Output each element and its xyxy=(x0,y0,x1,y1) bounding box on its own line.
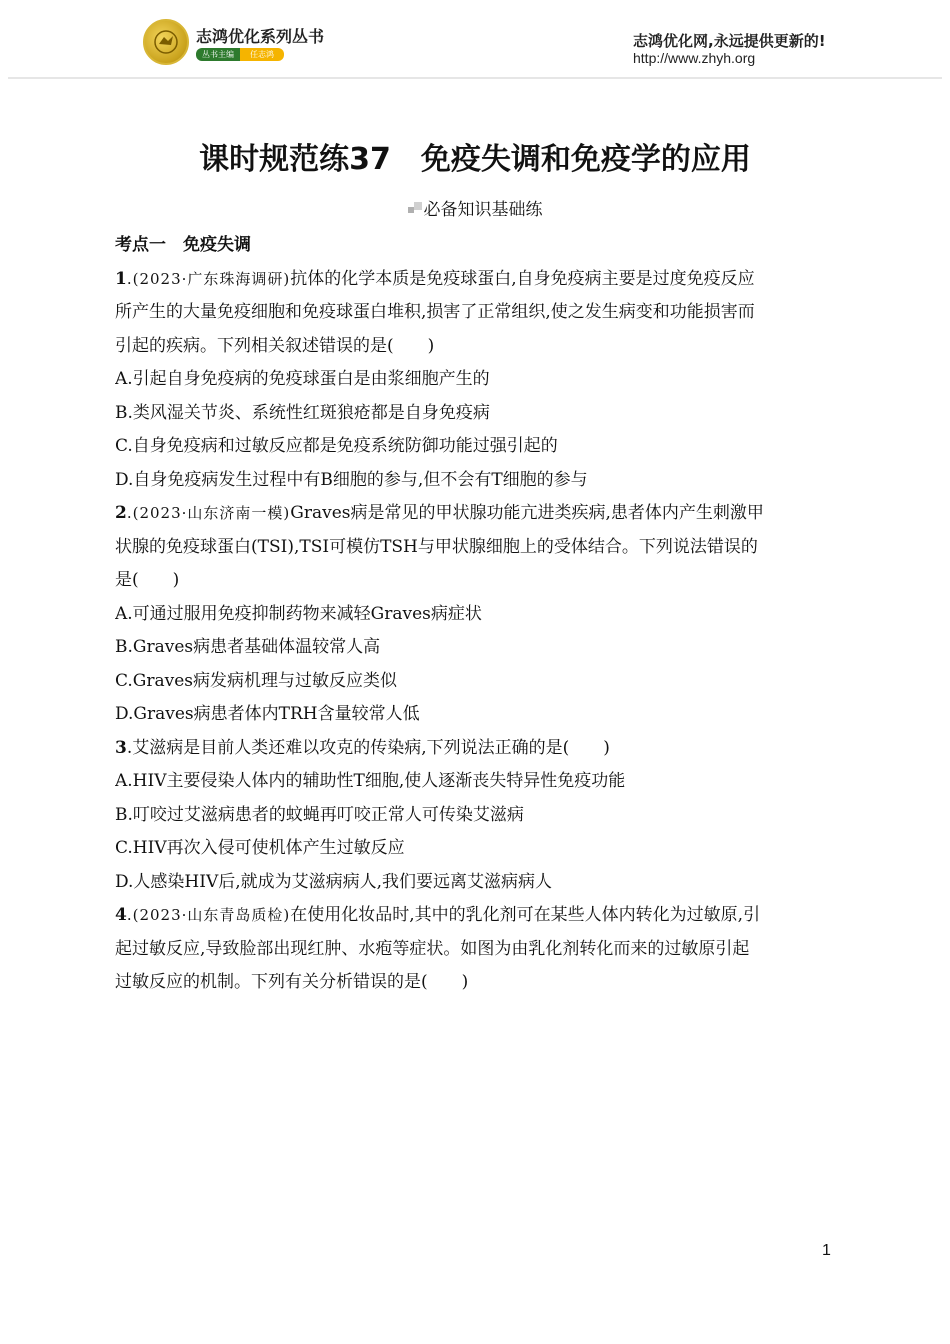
question-3-option-a: A.HIV主要侵染人体内的辅助性T细胞,使人逐渐丧失特异性免疫功能 xyxy=(115,771,626,791)
subtitle-text: 必备知识基础练 xyxy=(423,200,543,220)
question-2-option-d: D.Graves病患者体内TRH含量较常人低 xyxy=(115,704,420,724)
publisher-logo xyxy=(143,19,189,65)
question-text: 在使用化妆品时,其中的乳化剂可在某些人体内转化为过敏原,引 xyxy=(290,905,761,925)
chief-editor-badge xyxy=(196,48,284,61)
question-4-line-2: 起过敏反应,导致脸部出现红肿、水疱等症状。如图为由乳化剂转化而来的过敏原引起 xyxy=(115,938,750,959)
question-2-option-c: C.Graves病发病机理与过敏反应类似 xyxy=(115,670,398,691)
question-3-line-1 xyxy=(115,732,837,766)
question-1-option-a: A.引起自身免疫病的免疫球蛋白是由浆细胞产生的 xyxy=(115,369,490,389)
question-2-option-a: A.可通过服用免疫抑制药物来减轻Graves病症状 xyxy=(115,603,482,624)
question-1-option-d: D.自身免疫病发生过程中有B细胞的参与,但不会有T细胞的参与 xyxy=(115,469,588,490)
section-heading: 考点一 免疫失调 xyxy=(115,235,251,255)
question-1-option-c: C.自身免疫病和过敏反应都是免疫系统防御功能过强引起的 xyxy=(115,436,558,456)
question-2-line-3: 是( ) xyxy=(115,570,180,590)
question-1-option-b: B.类风湿关节炎、系统性红斑狼疮都是自身免疫病 xyxy=(115,402,490,423)
subtitle xyxy=(0,195,950,220)
question-2-line-2: 状腺的免疫球蛋白(TSI),TSI可模仿TSH与甲状腺细胞上的受体结合。下列说法错误的 xyxy=(115,536,758,557)
question-list xyxy=(115,229,837,1000)
header-url[interactable]: http://www.zhyh.org xyxy=(633,50,756,66)
logo-emblem-icon xyxy=(153,29,179,55)
series-title: 志鸿优化系列丛书 xyxy=(196,27,325,46)
question-1-line-2: 所产生的大量免疫细胞和免疫球蛋白堆积,损害了正常组织,使之发生病变和功能损害而 xyxy=(115,302,755,322)
page-header xyxy=(0,0,950,80)
question-1-line-3: 引起的疾病。下列相关叙述错误的是( ) xyxy=(115,335,435,356)
header-slogan: 志鸿优化网,永远提供更新的! xyxy=(633,32,826,50)
question-3-option-c: C.HIV再次入侵可使机体产生过敏反应 xyxy=(115,838,405,858)
question-4-line-3: 过敏反应的机制。下列有关分析错误的是( ) xyxy=(115,972,469,992)
question-number: 2 xyxy=(115,503,127,523)
question-number: 1 xyxy=(115,268,127,289)
page-title: 课时规范练37 免疫失调和免疫学的应用 xyxy=(199,142,751,177)
page-number: 1 xyxy=(822,1242,831,1259)
question-number: 4 xyxy=(115,905,127,925)
subtitle-marker-icon xyxy=(408,202,422,216)
question-2-option-b: B.Graves病患者基础体温较常人高 xyxy=(115,637,381,657)
question-number: 3 xyxy=(115,737,127,758)
question-text: 艾滋病是目前人类还难以攻克的传染病,下列说法正确的是( ) xyxy=(132,737,610,758)
question-text: Graves病是常见的甲状腺功能亢进类疾病,患者体内产生刺激甲 xyxy=(290,503,764,523)
question-1-line-1 xyxy=(115,263,837,297)
header-divider xyxy=(8,77,942,79)
question-source: .(2023·广东珠海调研) xyxy=(126,269,291,288)
question-2-line-1 xyxy=(115,497,837,531)
question-3-option-b: B.叮咬过艾滋病患者的蚊蝇再叮咬正常人可传染艾滋病 xyxy=(115,804,524,825)
chief-editor-name: 任志鸿 xyxy=(240,48,284,61)
question-3-option-d: D.人感染HIV后,就成为艾滋病病人,我们要远离艾滋病病人 xyxy=(115,871,553,892)
chief-editor-label: 丛书主编 xyxy=(196,48,240,61)
question-source: .(2023·山东青岛质检) xyxy=(126,906,291,924)
question-source: .(2023·山东济南一模) xyxy=(126,504,291,522)
question-text: 抗体的化学本质是免疫球蛋白,自身免疫病主要是过度免疫反应 xyxy=(290,268,755,289)
question-4-line-1 xyxy=(115,899,837,933)
question-source: . xyxy=(126,737,133,758)
